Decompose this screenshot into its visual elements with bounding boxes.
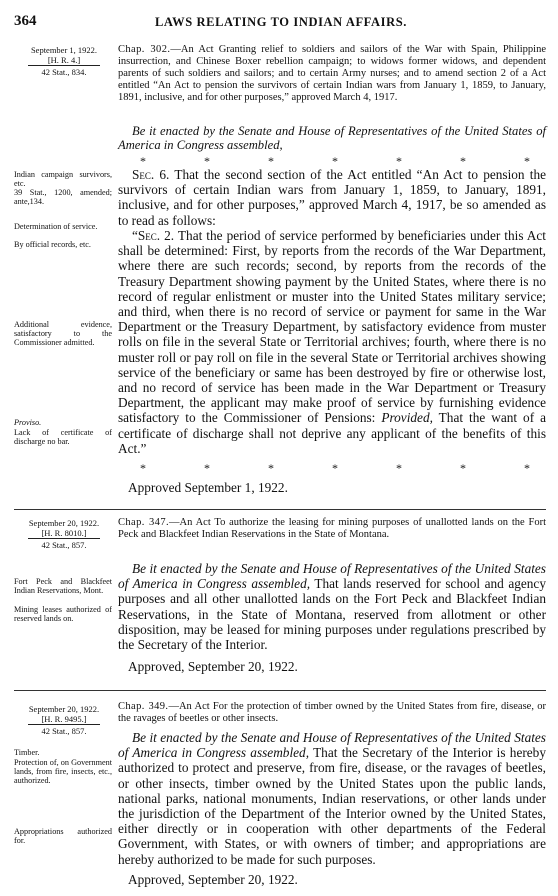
quoted-section-body: That the period of service performed by beneficiaries under this Act shall be determined: First, by reports from the records of the War Department, where there are such records; second, by reports from the records of the Treasury Department showing payment by the United States, where there is no record of regular enlistment or muster into the United States military service; and third, when there is no record of service or payment for same in the War Department or the Treasury Department, by satisfactory evidence from muster rolls on file in the several State or Territorial archives; fourth, where there is no muster roll or pay roll on file in the several State or Territorial archives showing service of the beneficiary or same has been destroyed by fire or otherwise lost, and no record of service has been made in the War Department or Treasury Department, the applicant may make proof of service by furnishing evidence satisfactory to the Commissioner of Pensions:	[118, 228, 546, 426]
enacting-clause: Be it enacted by the Senate and House of Representatives of the United States of America in Congress assembled,	[118, 561, 546, 592]
statute-citation: 42 Stat., 834.	[41, 67, 87, 77]
enactment-date: September 20, 1922.	[28, 518, 100, 528]
chapter-body: That lands reserved for school and agency purposes and all other unallotted lands on the Fort Peck and Blackfeet Indian Reservations, in the State of Montana, reserved from allotment or other disposition, may be leased for mining purposes under regulations prescribed by the Secretary of the Interior.	[118, 576, 546, 653]
asterisk-row: * * * * * * *	[140, 154, 530, 168]
date-block-ch349	[14, 704, 114, 736]
chapter-title: —An Act For the protection of timber owned by the United States from fire, disease, or the ravages of beetles or other insects.	[118, 701, 546, 724]
bill-number: [H. R. 9495.]	[28, 714, 100, 725]
chapter-heading-302	[118, 44, 546, 104]
margin-note: Timber.	[14, 748, 40, 757]
margin-note: Lack of certificate of discharge no bar.	[14, 428, 112, 446]
margin-note: Indian campaign survivors, etc.	[14, 170, 112, 188]
chapter-heading-347	[118, 517, 546, 541]
approval-line: Approved September 1, 1922.	[128, 480, 288, 495]
margin-note: Appropriations authorized for.	[14, 827, 112, 845]
statute-citation: 42 Stat., 857.	[41, 726, 87, 736]
chapter-body: That the Secretary of the Interior is hereby authorized to protect and preserve, from fire, disease, or the ravages of beetles, or other insects, timber owned by the United States upon the public lands, national parks, national monuments, Indian reservations, or other lands under the jurisdiction of the Department of the Interior owned by the United States, either directly or in cooperation with other departments of the Federal Government, with States, or with owners of timber; and appropriations are hereby authorized to be made for such purposes.	[118, 745, 546, 867]
chapter-heading-349	[118, 701, 546, 725]
chapter-label: Chap. 302.	[118, 44, 171, 55]
asterisk-row: * * * * * * *	[140, 461, 530, 475]
section-divider	[14, 509, 546, 510]
chapter-title: —An Act To authorize the leasing for mining purposes of unallotted lands on the Fort Peck and Blackfeet Indian Reservations in the State of Montana.	[118, 517, 546, 540]
bill-number: [H. R. 4.]	[28, 55, 100, 66]
running-title: LAWS RELATING TO INDIAN AFFAIRS.	[154, 15, 407, 29]
margin-note: 39 Stat., 1200, amended; ante,134.	[14, 188, 112, 206]
date-block-ch347	[14, 518, 114, 550]
margin-note: Determination of service.	[14, 222, 98, 231]
quoted-section-label: Sec. 2.	[137, 228, 175, 243]
chapter-349-body	[118, 730, 546, 867]
proviso-label: Provided,	[381, 410, 433, 426]
statute-citation: 42 Stat., 857.	[41, 540, 87, 550]
section-2-text: “Sec. 2. That the period of service performed by beneficiaries under this Act shall be determined: First, by reports from the records of the War Department, where there are such records; second, by reports from the records of the Treasury Department showing payment by the United States, where there is no record of regular enlistment or muster into the United States military service; and third, when there is no record of service or payment for same in the War Department or the Treasury Department, by satisfactory evidence from muster rolls on file in the several State or Territorial archives; fourth, where there is no muster roll or pay roll on file in the several State or Territorial archives showing service of the beneficiary or same has been destroyed by fire or otherwise lost, and no record of service has been made in the War Department or Treasury Department, the applicant may make proof of service by furnishing evidence satisfactory to the Commissioner of Pensions: Provided, That the want of a certificate of discharge shall not deprive any applicant of the benefits of this Act.”	[118, 228, 547, 456]
margin-note: Protection of, on Government lands, from fire, insects, etc., authorized.	[14, 758, 112, 785]
chapter-347-body	[118, 561, 546, 652]
margin-note: Additional evidence, satisfactory to the Commissioner admitted.	[14, 320, 112, 347]
date-block-ch302	[14, 45, 114, 77]
margin-note: Fort Peck and Blackfeet Indian Reservations, Mont.	[14, 577, 112, 595]
bill-number: [H. R. 8010.]	[28, 528, 100, 539]
enacting-clause: Be it enacted by the Senate and House of Representatives of the United States of America in Congress assembled,	[118, 730, 546, 761]
chapter-label: Chap. 349.	[118, 701, 169, 712]
page-header	[14, 13, 548, 33]
approval-line: Approved, September 20, 1922.	[128, 659, 298, 674]
enactment-date: September 1, 1922.	[30, 45, 98, 55]
section-body: That the second section of the Act entitled “An Act to pension the survivors of certain Indian wars from January 1, 1859, to January, 1891, inclusive, and for other purposes,” approved March 4, 1917, be so amended as to read as follows:	[118, 167, 546, 228]
enactment-date: September 20, 1922.	[28, 704, 100, 714]
section-label: Sec. 6.	[132, 167, 170, 182]
margin-note: Mining leases authorized of reserved lands on.	[14, 605, 112, 623]
approval-line: Approved, September 20, 1922.	[128, 872, 298, 887]
margin-note: By official records, etc.	[14, 240, 91, 249]
proviso-text: That the want of a certificate of discharge shall not deprive any applicant of the benefits of this Act.”	[118, 410, 547, 456]
enacting-clause: Be it enacted by the Senate and House of Representatives of the United States of America in Congress assembled,	[118, 124, 546, 153]
section-6-text	[118, 167, 546, 228]
margin-note: Proviso.	[14, 418, 42, 427]
chapter-label: Chap. 347.	[118, 517, 169, 528]
chapter-title: —An Act Granting relief to soldiers and sailors of the War with Spain, Philippine insurrection, and Chinese Boxer rebellion campaign; to widows former widows, and dependent parents of such soldiers and sailors; and to certain Army nurses; and to amend section 2 of a Act entitled “An Act to pension the survivors of certain Indian wars from January 1, 1859, to January, 1891, inclusive, and for other purposes,” approved March 4, 1917.	[118, 44, 547, 103]
section-divider	[14, 690, 546, 691]
page-number: 364	[14, 13, 37, 29]
